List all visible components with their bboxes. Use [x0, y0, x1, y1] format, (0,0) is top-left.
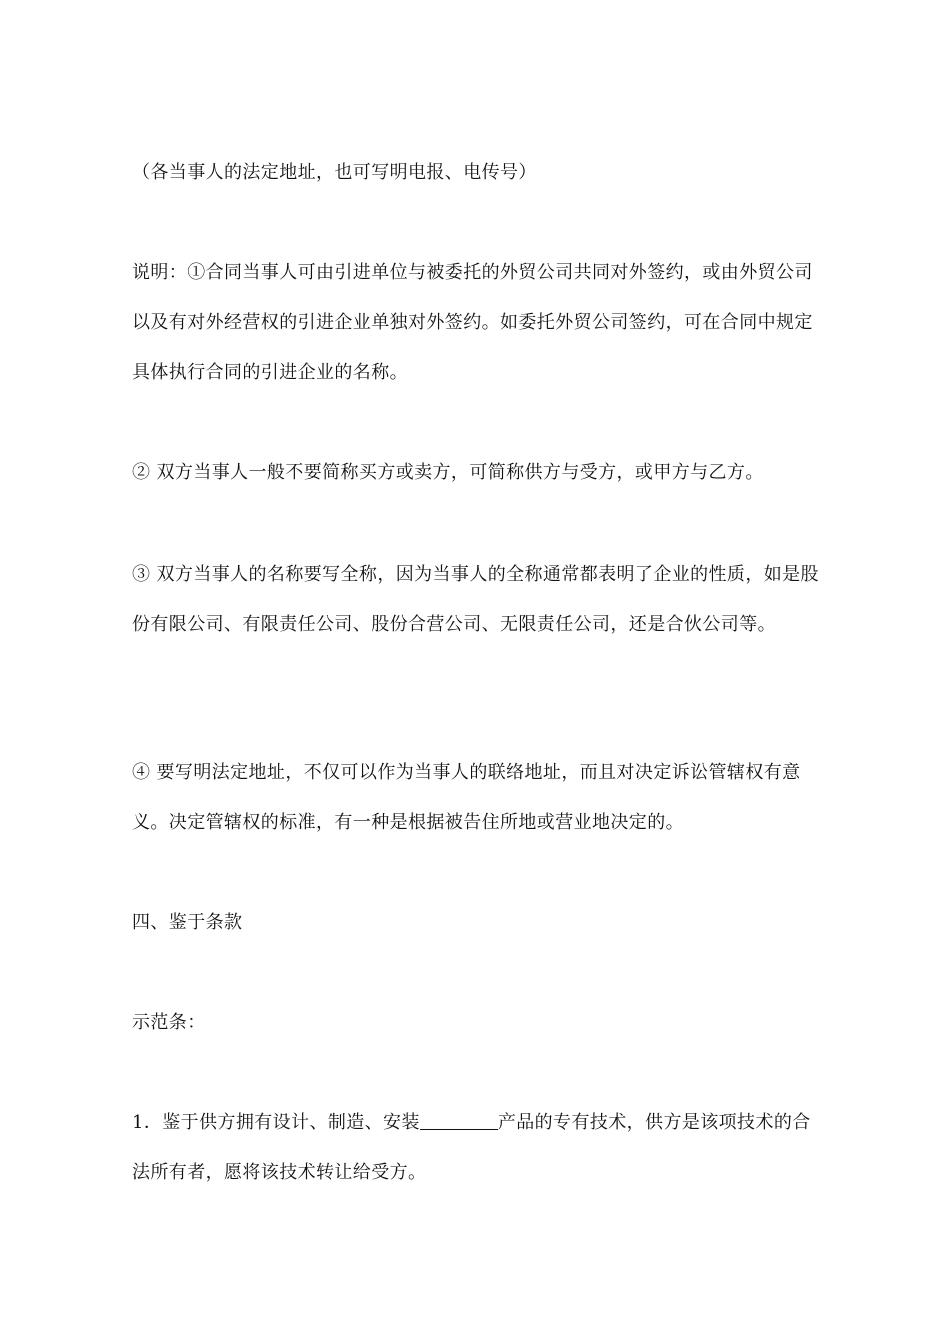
clause-1-text-before: 1．鉴于供方拥有设计、制造、安装 — [132, 1112, 420, 1133]
clause-1 — [132, 1098, 822, 1198]
explanation-note-4: ④ 要写明法定地址，不仅可以作为当事人的联络地址，而且对决定诉讼管辖权有意义。决定管辖权的标准，有一种是根据被告住所地或营业地决定的。 — [132, 762, 801, 833]
explanation-note-3: ③ 双方当事人的名称要写全称，因为当事人的全称通常都表明了企业的性质，如是股份有限公司、有限责任公司、股份合营公司、无限责任公司，还是合伙公司等。 — [132, 564, 819, 635]
explanation-note-1: 说明：①合同当事人可由引进单位与被委托的外贸公司共同对外签约，或由外贸公司以及有对外经营权的引进企业单独对外签约。如委托外贸公司签约，可在合同中规定具体执行合同的引进企业的名称。 — [132, 262, 813, 383]
fill-in-blank — [420, 1107, 498, 1130]
clause-1-text-after: 产品的专有技术，供方是该项技术的合法所有者，愿将该技术转让给受方。 — [132, 1112, 811, 1183]
sample-clause-label: 示范条： — [132, 1012, 206, 1033]
section-heading: 四、鉴于条款 — [132, 912, 243, 933]
explanation-note-2: ② 双方当事人一般不要简称买方或卖方，可简称供方与受方，或甲方与乙方。 — [132, 462, 764, 483]
address-note: （各当事人的法定地址，也可写明电报、电传号） — [132, 162, 537, 183]
